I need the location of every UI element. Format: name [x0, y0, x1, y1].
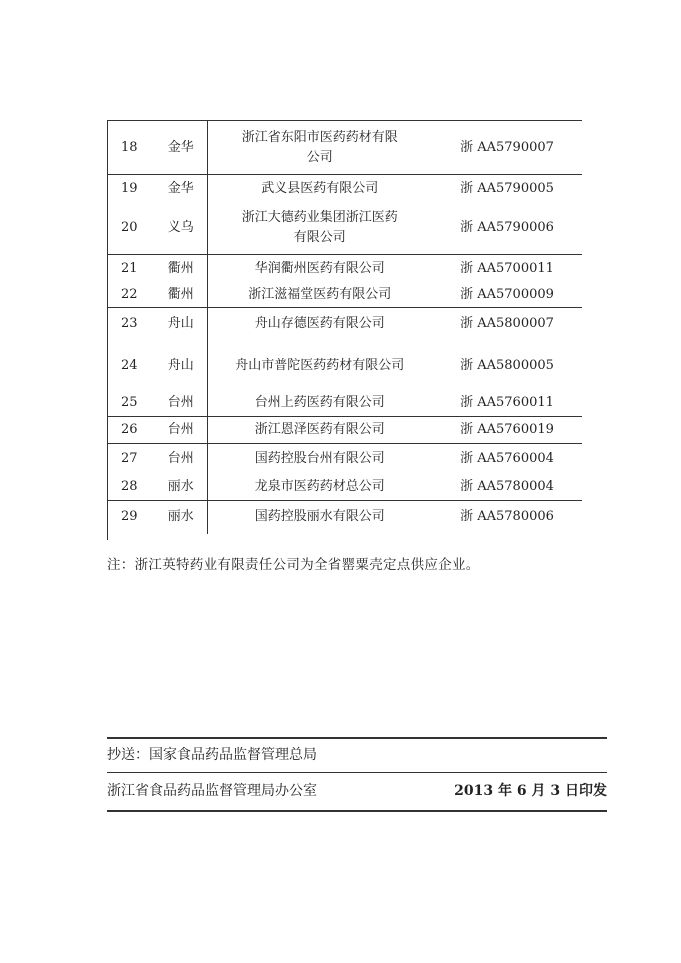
row-company: 舟山存德医药有限公司	[207, 308, 432, 341]
table-row	[107, 283, 582, 308]
table-row	[107, 475, 582, 501]
row-number: 20	[121, 220, 138, 236]
row-code: 浙 AA5790006	[460, 220, 554, 236]
row-company: 浙江恩泽医药有限公司	[207, 417, 432, 444]
row-number: 23	[107, 308, 155, 341]
row-number: 29	[107, 501, 155, 534]
table-row	[107, 391, 582, 417]
row-number: 27	[107, 444, 155, 475]
row-code: 浙 AA5800005	[460, 357, 554, 373]
table-row	[107, 203, 582, 255]
table-row	[107, 175, 582, 203]
row-code: 浙 AA5790007	[432, 121, 582, 175]
row-city: 义乌	[167, 220, 194, 236]
row-city: 台州	[167, 395, 194, 411]
table-row	[107, 121, 582, 175]
row-number: 21	[107, 255, 155, 283]
row-code: 浙 AA5760019	[432, 417, 582, 444]
row-code: 浙 AA5780004	[460, 479, 554, 495]
table-row	[107, 444, 582, 475]
row-number: 26	[107, 417, 155, 444]
table-row	[107, 255, 582, 283]
row-company: 浙江滋福堂医药有限公司	[207, 283, 432, 308]
table-row	[107, 308, 582, 341]
row-city: 舟山	[167, 357, 194, 373]
supplier-table	[107, 120, 582, 534]
row-code: 浙 AA5760004	[432, 444, 582, 475]
row-number: 28	[121, 479, 138, 495]
row-code: 浙 AA5780006	[432, 501, 582, 534]
row-code: 浙 AA5760011	[460, 395, 554, 411]
cc-line: 抄送：国家食品药品监督管理总局	[107, 747, 317, 763]
row-company: 国药控股丽水有限公司	[207, 501, 432, 534]
row-city: 台州	[155, 444, 207, 475]
row-company: 龙泉市医药药材总公司	[207, 475, 432, 501]
row-number: 19	[107, 175, 155, 203]
footer-top-rule	[107, 737, 607, 739]
table-row	[107, 341, 582, 391]
row-company: 国药控股台州有限公司	[207, 444, 432, 475]
footnote: 注：浙江英特药业有限责任公司为全省罂粟壳定点供应企业。	[107, 557, 480, 573]
row-number: 18	[107, 121, 155, 175]
row-number: 24	[121, 357, 138, 373]
supplier-table-wrap	[107, 120, 582, 534]
row-number: 22	[121, 286, 138, 302]
footer-middle-rule	[107, 772, 607, 773]
row-company: 华润衢州医药有限公司	[207, 255, 432, 283]
row-company: 浙江大德药业集团浙江医药有限公司	[207, 203, 432, 255]
footer-bottom-rule	[107, 810, 607, 812]
table-left-border	[107, 120, 108, 540]
row-code: 浙 AA5790005	[432, 175, 582, 203]
row-city: 金华	[155, 175, 207, 203]
row-city: 台州	[155, 417, 207, 444]
row-city: 金华	[155, 121, 207, 175]
issuer-name: 浙江省食品药品监督管理局办公室	[107, 783, 317, 799]
table-row	[107, 501, 582, 534]
row-company: 台州上药医药有限公司	[207, 391, 432, 417]
table-row	[107, 417, 582, 444]
row-city: 丽水	[167, 479, 194, 495]
row-code: 浙 AA5700011	[432, 255, 582, 283]
row-company: 浙江省东阳市医药药材有限公司	[207, 121, 432, 175]
issue-date: 2013 年 6 月 3 日印发	[454, 783, 607, 799]
row-city: 衢州	[155, 255, 207, 283]
row-number: 25	[121, 395, 138, 411]
row-code: 浙 AA5800007	[432, 308, 582, 341]
row-city: 丽水	[155, 501, 207, 534]
row-city: 舟山	[155, 308, 207, 341]
row-code: 浙 AA5700009	[460, 286, 554, 302]
row-company: 武义县医药有限公司	[207, 175, 432, 203]
issuer-line	[107, 780, 607, 800]
row-city: 衢州	[167, 286, 194, 302]
row-company: 舟山市普陀医药药材有限公司	[207, 341, 432, 391]
